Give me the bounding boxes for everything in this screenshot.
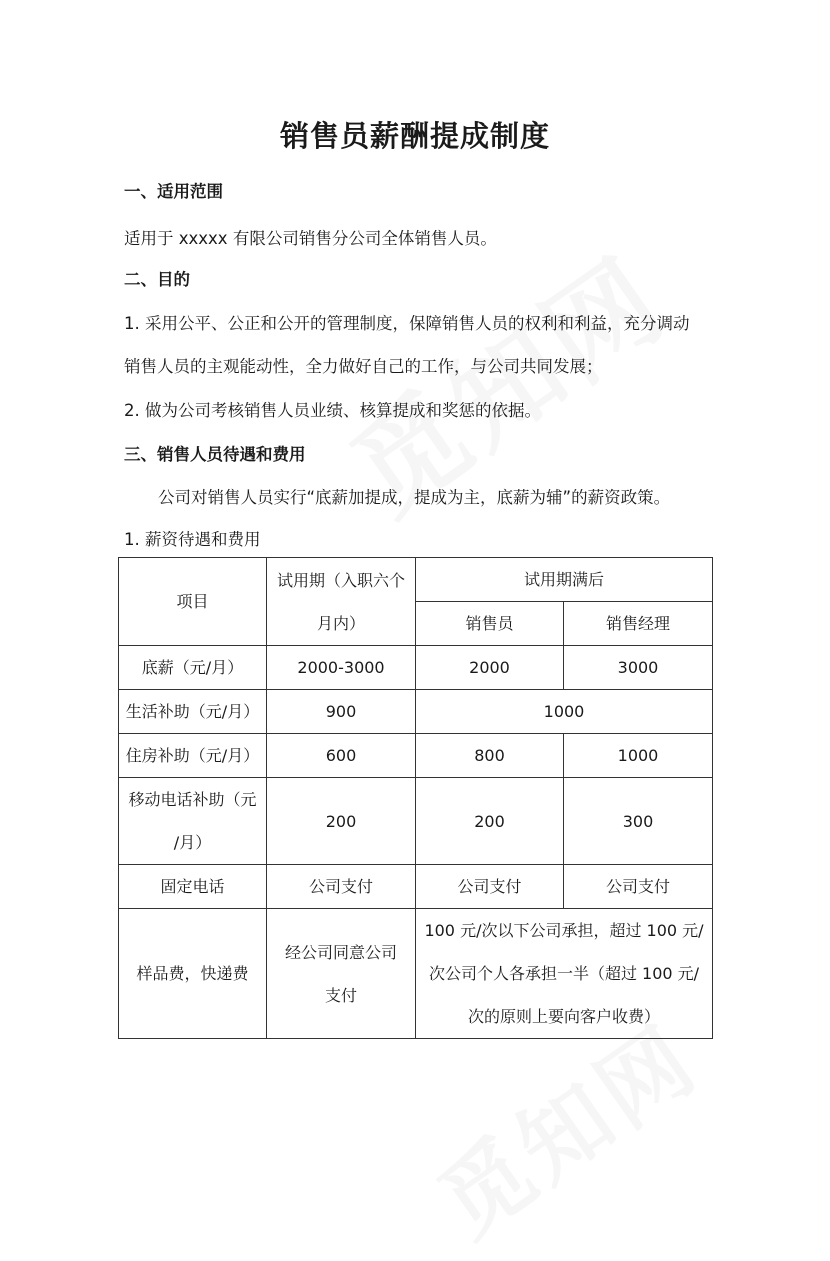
row-mobile-allowance-item-line2: /月）	[173, 833, 212, 852]
row-housing-allowance-salesperson: 800	[416, 734, 564, 778]
row-sample-fee-item: 样品费，快递费	[119, 909, 267, 1039]
row-sample-fee-after-line3: 次的原则上要向客户收费）	[468, 1007, 661, 1026]
row-sample-fee-probation-line2: 支付	[324, 985, 357, 1005]
row-living-allowance-after: 1000	[416, 690, 713, 734]
row-mobile-allowance-manager: 300	[564, 778, 713, 865]
section-heading-scope: 一、适用范围	[124, 182, 223, 201]
header-probation	[267, 558, 416, 646]
row-mobile-allowance-salesperson: 200	[416, 778, 564, 865]
table-row	[119, 865, 713, 909]
row-landline-salesperson: 公司支付	[416, 865, 564, 909]
section-heading-purpose: 二、目的	[124, 270, 190, 289]
row-landline-manager: 公司支付	[564, 865, 713, 909]
paragraph-scope: 适用于 xxxxx 有限公司销售分公司全体销售人员。	[124, 229, 497, 248]
row-base-salary-salesperson: 2000	[416, 646, 564, 690]
row-landline-probation: 公司支付	[267, 865, 416, 909]
header-after-probation: 试用期满后	[416, 558, 713, 602]
document-title: 销售员薪酬提成制度	[279, 119, 550, 153]
table-row	[119, 690, 713, 734]
table-row	[119, 778, 713, 865]
header-probation-line2: 月内）	[316, 613, 365, 633]
row-mobile-allowance-item	[119, 778, 267, 865]
table-row	[119, 646, 713, 690]
salary-table	[118, 557, 713, 1039]
section-heading-compensation: 三、销售人员待遇和费用	[124, 445, 306, 464]
header-item: 项目	[119, 558, 267, 646]
table-row	[119, 734, 713, 778]
paragraph-policy: 公司对销售人员实行“底薪加提成，提成为主，底薪为辅”的薪资政策。	[158, 488, 671, 507]
row-sample-fee-after-line2: 次公司个人各承担一半（超过 100 元/	[428, 964, 700, 983]
header-salesperson: 销售员	[416, 602, 564, 646]
row-sample-fee-probation	[267, 909, 416, 1039]
subheading-salary-table: 1. 薪资待遇和费用	[124, 530, 261, 549]
header-probation-line1: 试用期（入职六个	[276, 570, 405, 590]
row-base-salary-probation: 2000-3000	[267, 646, 416, 690]
row-base-salary-manager: 3000	[564, 646, 713, 690]
row-housing-allowance-item: 住房补助（元/月）	[119, 734, 267, 778]
table-row	[119, 909, 713, 1039]
header-sales-manager: 销售经理	[564, 602, 713, 646]
row-sample-fee-probation-line1: 经公司同意公司	[284, 942, 397, 962]
table-header-row	[119, 558, 713, 602]
row-living-allowance-item: 生活补助（元/月）	[119, 690, 267, 734]
row-mobile-allowance-item-line1: 移动电话补助（元	[128, 790, 257, 809]
row-housing-allowance-manager: 1000	[564, 734, 713, 778]
row-sample-fee-after	[416, 909, 713, 1039]
row-landline-item: 固定电话	[119, 865, 267, 909]
paragraph-purpose-1: 1. 采用公平、公正和公开的管理制度，保障销售人员的权利和利益，充分调动	[124, 314, 690, 333]
row-mobile-allowance-probation: 200	[267, 778, 416, 865]
row-base-salary-item: 底薪（元/月）	[119, 646, 267, 690]
row-sample-fee-after-line1: 100 元/次以下公司承担，超过 100 元/	[424, 921, 704, 940]
paragraph-purpose-1-cont: 销售人员的主观能动性，全力做好自己的工作，与公司共同发展；	[124, 357, 603, 376]
row-living-allowance-probation: 900	[267, 690, 416, 734]
paragraph-purpose-2: 2. 做为公司考核销售人员业绩、核算提成和奖惩的依据。	[124, 401, 541, 420]
row-housing-allowance-probation: 600	[267, 734, 416, 778]
